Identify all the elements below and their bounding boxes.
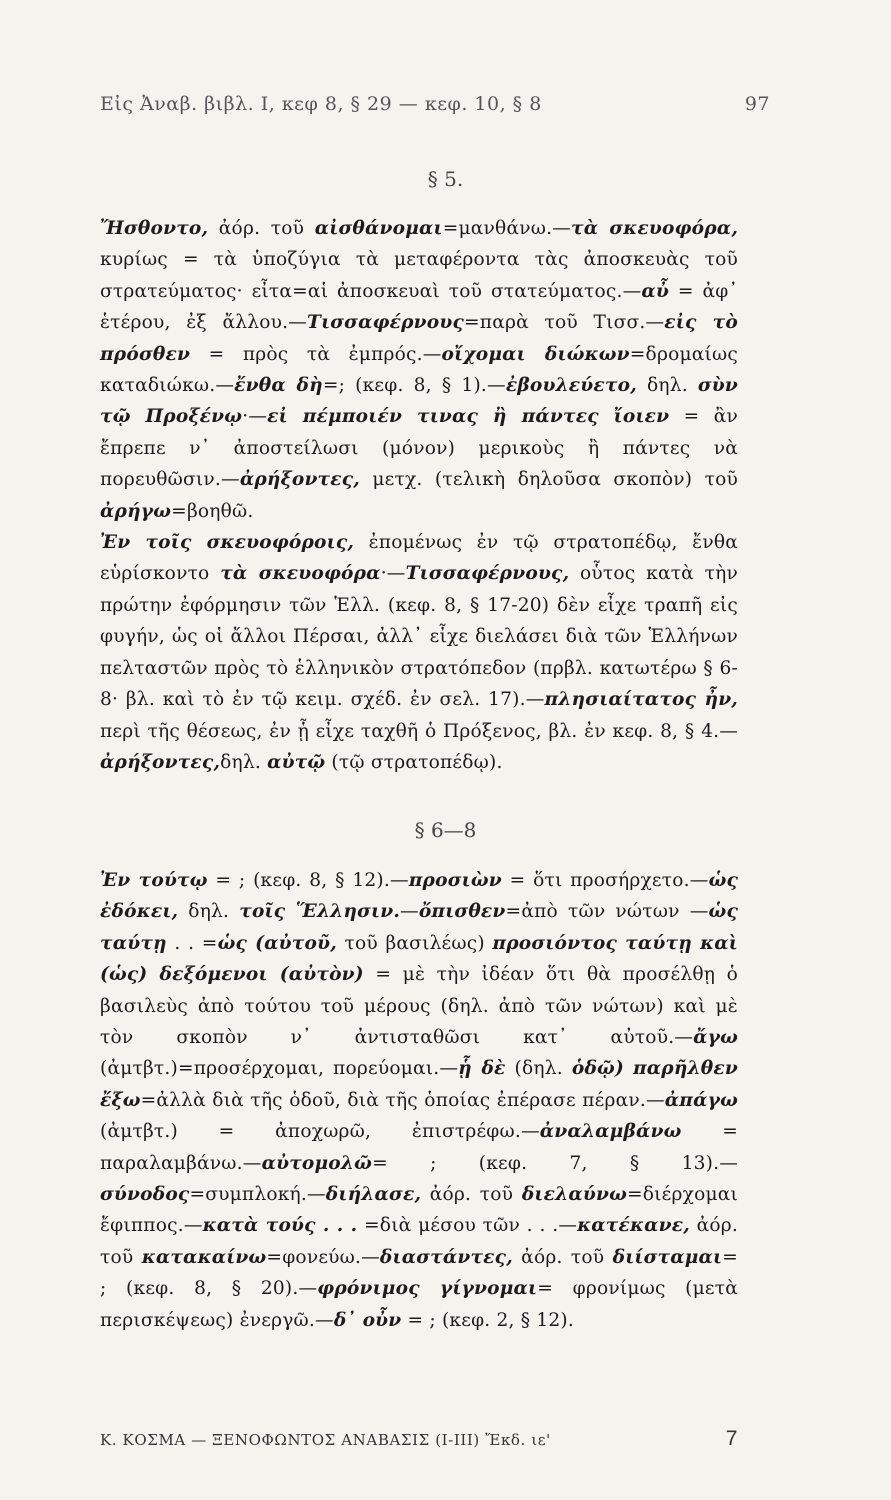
gloss-text: μετχ. (τελικὴ δηλοῦσα σκοπὸν) τοῦ xyxy=(359,469,738,491)
lemma-keyword: πλησιαίτατος ἦν, xyxy=(544,689,738,711)
lemma-keyword: ἀπάγω xyxy=(664,1089,738,1111)
gloss-text: = ἂν ἔπρεπε ν᾿ ἀποστείλωσι (μόνον) μερικοὺς ἢ πάντες νὰ πορευθῶσιν.— xyxy=(100,406,738,491)
lemma-keyword: οἴχομαι διώκων xyxy=(441,343,630,365)
lemma-keyword: τὰ σκευοφόρα, xyxy=(570,218,738,239)
lemma-keyword: ᾗ δὲ xyxy=(458,1058,506,1080)
gloss-text: = ; (κεφ. 7, § 13).— xyxy=(372,1152,738,1174)
lemma-keyword: φρόνιμος γίγνομαι xyxy=(317,1278,538,1300)
gloss-text: δηλ. xyxy=(220,751,268,773)
section-6-8-body xyxy=(100,865,738,1336)
running-head-text: Εἰς Ἀναβ. βιβλ. I, κεφ 8, § 29 — κεφ. 10, § 8 xyxy=(100,93,542,115)
lemma-keyword: ἀρήξοντες, xyxy=(239,469,360,491)
gloss-text: =ἀπὸ τῶν νώτων — xyxy=(505,901,709,923)
gloss-text: (ἀμτβτ.) = ἀποχωρῶ, ἐπιστρέφω.— xyxy=(100,1121,540,1143)
gloss-text: = ; (κεφ. 8, § 12).— xyxy=(207,870,409,891)
gloss-text: ἀόρ. τοῦ xyxy=(512,1246,613,1268)
gloss-text: =διὰ μέσου τῶν . . .— xyxy=(357,1215,578,1237)
gloss-text: ἀόρ. τοῦ xyxy=(421,1184,522,1206)
lemma-keyword: ὡς (αὐτοῦ, xyxy=(217,932,337,954)
gloss-text: = ὅτι προσήρχετο.— xyxy=(501,870,709,891)
lemma-keyword: παρῆλθεν ἔξω xyxy=(100,1058,738,1111)
gloss-text: (ἀμτβτ.)=προσέρχομαι, πορεύομαι.— xyxy=(100,1058,459,1080)
gloss-text: =διέρχομαι ἔφιππος.— xyxy=(100,1184,738,1237)
gloss-text: =συμπλοκή.— xyxy=(189,1184,326,1206)
paragraph xyxy=(100,527,738,778)
section-heading-5: § 5. xyxy=(427,167,464,191)
lemma-keyword: ὁδῷ) xyxy=(571,1058,624,1080)
gloss-text: = ; (κεφ. 2, § 12). xyxy=(401,1309,574,1331)
sheet-number: 7 xyxy=(725,1427,738,1450)
gloss-text: ἀόρ. τοῦ xyxy=(100,1215,738,1268)
gloss-text: δηλ. xyxy=(178,901,240,923)
gloss-text: οὗτος κατὰ τὴν πρώτην ἐφόρμησιν τῶν Ἑλλ. (κεφ. 8, § 17-20) δὲν εἶχε τραπῆ εἰς φυγήν, ὡς οἱ ἄλλοι Πέρσαι, ἀλλ᾿ εἶχε διελάσει διὰ τῶν Ἑλλήνων πελταστῶν πρὸς τὸ ἑλληνικὸν στρατόπεδον (πρβλ. κατωτέρω § 6-8· βλ. καὶ τὸ ἐν τῷ κειμ. σχέδ. ἐν σελ. 17).— xyxy=(100,563,739,711)
lemma-keyword: ἐβουλεύετο, xyxy=(505,375,637,397)
lemma-keyword: προσιόντος ταύτῃ καὶ (ὡς) δεξόμενοι (αὐτὸν) xyxy=(100,932,738,986)
section-5-body xyxy=(100,213,738,778)
lemma-keyword: κατὰ τούς . . . xyxy=(202,1215,358,1237)
footer-imprint: Κ. ΚΟΣΜΑ — ΞΕΝΟΦΩΝΤΟΣ ΑΝΑΒΑΣΙΣ (I-III) Ἔκδ. ιε' xyxy=(100,1431,551,1449)
lemma-keyword: κατέκανε, xyxy=(577,1215,690,1237)
gloss-text xyxy=(624,1058,633,1079)
lemma-keyword: προσιὼν xyxy=(408,870,502,891)
lemma-keyword: αἰσθάνομαι xyxy=(314,218,443,239)
lemma-keyword: διαστάντες, xyxy=(379,1246,513,1268)
lemma-keyword: εἰς τὸ πρόσθεν xyxy=(100,312,738,365)
gloss-text: ·— xyxy=(380,563,406,585)
gloss-text: δηλ. xyxy=(636,375,698,397)
gloss-text: περὶ τῆς θέσεως, ἐν ᾗ εἶχε ταχθῆ ὁ Πρόξενος, βλ. ἐν κεφ. 8, § 4.— xyxy=(100,720,738,742)
lemma-keyword: Τισσαφέρνους, xyxy=(405,563,570,585)
lemma-keyword: διελαύνω xyxy=(521,1184,627,1206)
lemma-keyword: ὄπισθεν xyxy=(418,901,506,923)
gloss-text: = πρὸς τὰ ἐμπρός.— xyxy=(190,343,442,365)
gloss-text: (δηλ. xyxy=(505,1058,572,1080)
page-number: 97 xyxy=(744,93,770,115)
lemma-keyword: Ἤσθοντο, xyxy=(100,218,209,239)
gloss-text: =παρὰ τοῦ Τισσ.— xyxy=(464,312,665,334)
paragraph xyxy=(100,213,738,527)
lemma-keyword: σύνοδος xyxy=(100,1184,190,1206)
gloss-text: — xyxy=(400,901,419,923)
lemma-keyword: ἀρήξοντες, xyxy=(100,751,221,773)
gloss-text: = μὲ τὴν ἰδέαν ὅτι θὰ προσέλθῃ ὁ βασιλεὺς ἀπὸ τούτου τοῦ μέρους (δηλ. ἀπὸ τῶν νώτων) καὶ μὲ τὸν σκοπὸν ν᾿ ἀντισταθῶσι κατ᾿ αὐτοῦ.— xyxy=(100,964,738,1049)
lemma-keyword: κατακαίνω xyxy=(141,1246,267,1268)
section-heading-6-8: § 6—8 xyxy=(414,818,477,842)
lemma-keyword: αὐτῷ xyxy=(267,751,326,773)
lemma-keyword: αὐτομολῶ xyxy=(261,1152,373,1174)
lemma-keyword: Ἐν τοῖς σκευοφόροις, xyxy=(100,532,355,554)
lemma-keyword: αὖ xyxy=(641,280,670,302)
lemma-keyword: τοῖς Ἕλλησιν. xyxy=(239,901,401,923)
paragraph xyxy=(100,865,738,1336)
gloss-text: κυρίως = τὰ ὑποζύγια τὰ μεταφέροντα τὰς ἀποσκευὰς τοῦ στρατεύματος· εἶτα=αἱ ἀποσκευαὶ τοῦ στατεύματος.— xyxy=(100,249,738,302)
gloss-text: = φρονίμως (μετὰ περισκέψεως) ἐνεργῶ.— xyxy=(100,1278,738,1331)
gloss-text: =φονεύω.— xyxy=(266,1246,380,1268)
gloss-text: =; (κεφ. 8, § 1).— xyxy=(322,375,506,397)
lemma-keyword: ὡς ταύτῃ xyxy=(100,901,738,954)
lemma-keyword: ἔνθα δὴ xyxy=(234,375,323,397)
lemma-keyword: ὡς ἐδόκει, xyxy=(100,870,738,923)
lemma-keyword: δ᾿ οὖν xyxy=(333,1309,402,1331)
lemma-keyword: διήλασε, xyxy=(325,1184,422,1206)
lemma-keyword: Τισσαφέρνους xyxy=(307,312,465,334)
gloss-text: =ἀλλὰ διὰ τῆς ὁδοῦ, διὰ τῆς ὁποίας ἐπέρασε πέραν.— xyxy=(140,1089,665,1111)
gloss-text: = ἀφ᾿ ἑτέρου, ἐξ ἄλλου.— xyxy=(100,280,738,334)
lemma-keyword: Ἐν τούτῳ xyxy=(100,870,208,891)
lemma-keyword: διίσταμαι xyxy=(612,1246,723,1268)
lemma-keyword: ἀρήγω xyxy=(100,500,172,522)
gloss-text: (τῷ στρατοπέδῳ). xyxy=(325,751,503,773)
gloss-text: . . = xyxy=(166,932,218,954)
lemma-keyword: ἄγω xyxy=(693,1027,738,1049)
gloss-text: = ; (κεφ. 8, § 20).— xyxy=(100,1246,739,1300)
lemma-keyword: ἀναλαμβάνω xyxy=(539,1121,682,1143)
page-footer xyxy=(100,1427,738,1450)
lemma-keyword: εἰ πέμποιέν τινας ἢ πάντες ἴοιεν xyxy=(267,406,670,428)
running-head xyxy=(100,93,770,115)
lemma-keyword: σὺν τῷ Προξένῳ xyxy=(100,375,738,428)
lemma-keyword: τὰ σκευοφόρα xyxy=(220,563,381,585)
gloss-text: ἐπομένως ἐν τῷ στρατοπέδῳ, ἔνθα εὑρίσκοντο xyxy=(100,532,738,585)
gloss-text: =δρομαίως καταδιώκω.— xyxy=(100,343,738,397)
gloss-text: ἀόρ. τοῦ xyxy=(208,218,315,239)
gloss-text: = παραλαμβάνω.— xyxy=(100,1121,739,1174)
gloss-text: τοῦ βασιλέως) xyxy=(336,932,493,954)
gloss-text: ·— xyxy=(242,406,268,428)
gloss-text: =μανθάνω.— xyxy=(442,218,571,239)
gloss-text: =βοηθῶ. xyxy=(171,500,254,522)
